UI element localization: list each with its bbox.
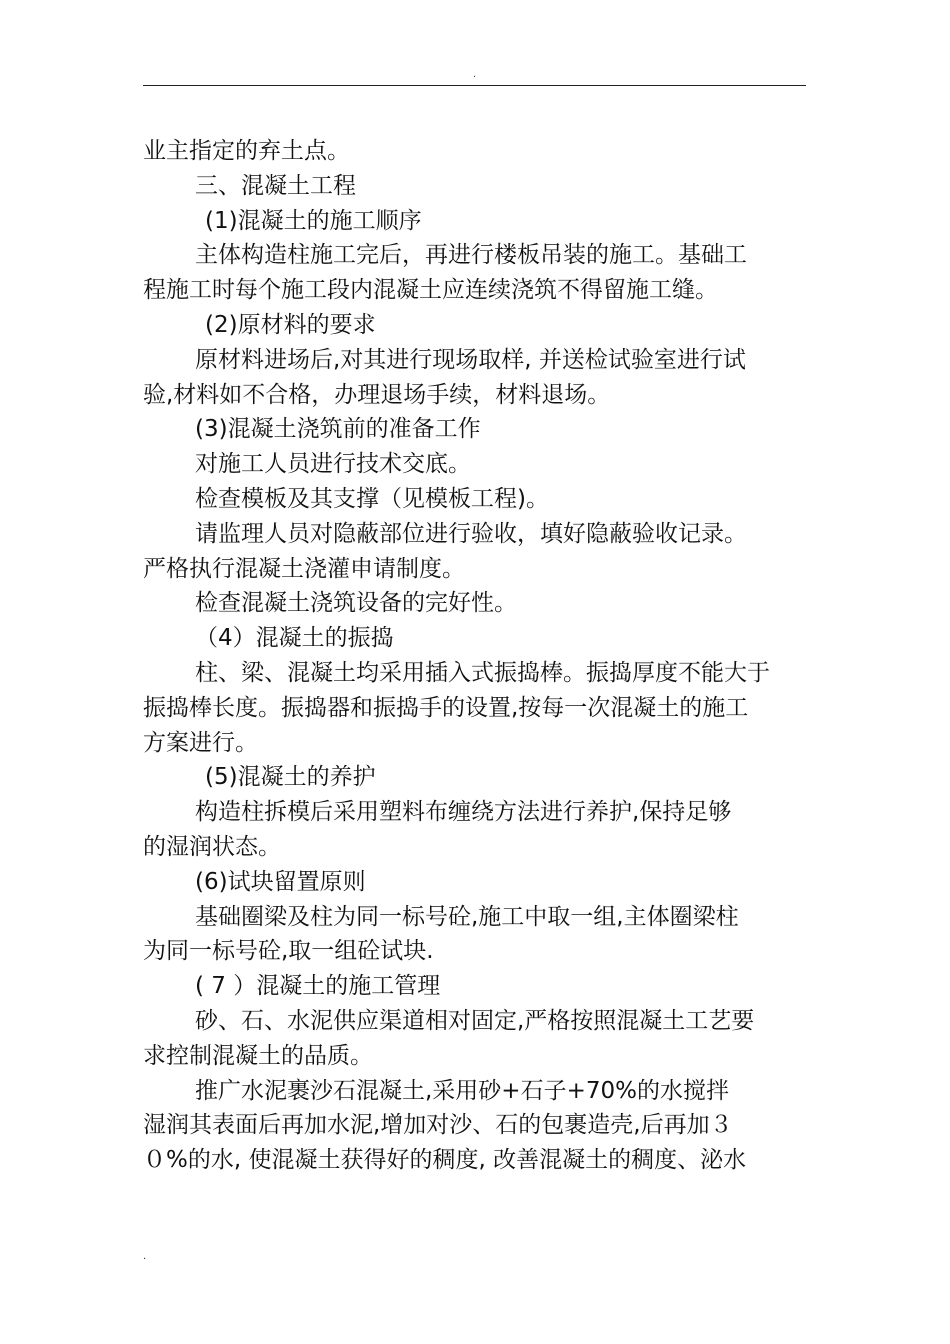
text-line: 请监理人员对隐蔽部位进行验收，填好隐蔽验收记录。 [195, 520, 747, 547]
text-line: 主体构造柱施工完后，再进行楼板吊装的施工。基础工 [195, 242, 747, 269]
subsection-heading: (3)混凝土浇筑前的准备工作 [195, 416, 481, 443]
subsection-heading: (1)混凝土的施工顺序 [205, 207, 422, 234]
text-line: 的湿润状态。 [143, 833, 281, 860]
subsection-heading: (6)试块留置原则 [195, 868, 366, 895]
text-line: ０%的水, 使混凝土获得好的稠度, 改善混凝土的稠度、泌水 [143, 1147, 747, 1174]
text-line: 业主指定的弃土点。 [143, 138, 350, 164]
text-line: 基础圈梁及柱为同一标号砼,施工中取一组,主体圈梁柱 [195, 903, 739, 930]
footer-mark: . [143, 1251, 147, 1262]
text-line: 求控制混凝土的品质。 [143, 1042, 373, 1069]
text-line: 对施工人员进行技术交底。 [195, 451, 471, 478]
text-line: 湿润其表面后再加水泥,增加对沙、石的包裹造壳,后再加３ [143, 1112, 733, 1139]
text-line: 振捣棒长度。振捣器和振捣手的设置,按每一次混凝土的施工 [143, 694, 749, 721]
text-line: 原材料进场后,对其进行现场取样, 并送检试验室进行试 [195, 346, 746, 373]
text-line: 为同一标号砼,取一组砼试块. [143, 938, 434, 965]
text-line: 检查混凝土浇筑设备的完好性。 [195, 590, 517, 617]
text-line: 严格执行混凝土浇灌申请制度。 [143, 555, 465, 582]
text-line: 构造柱拆模后采用塑料布缠绕方法进行养护,保持足够 [195, 799, 732, 826]
text-line: 推广水泥裹沙石混凝土,采用砂+石子+70%的水搅拌 [195, 1077, 729, 1104]
text-line: 柱、梁、混凝土均采用插入式振捣棒。振捣厚度不能大于 [195, 659, 770, 686]
text-line: 验,材料如不合格，办理退场手续，材料退场。 [143, 381, 611, 408]
text-line: 方案进行。 [143, 729, 258, 756]
text-line: 砂、石、水泥供应渠道相对固定,严格按照混凝土工艺要 [195, 1007, 755, 1034]
subsection-heading: (5)混凝土的养护 [205, 764, 376, 791]
header-rule [143, 85, 806, 86]
subsection-heading: ( 7 ）混凝土的施工管理 [195, 973, 441, 1000]
subsection-heading: (2)原材料的要求 [205, 311, 376, 338]
text-line: 程施工时每个施工段内混凝土应连续浇筑不得留施工缝。 [143, 277, 718, 304]
section-heading: 三、混凝土工程 [195, 172, 356, 199]
body-text [143, 134, 808, 1178]
subsection-heading: （4）混凝土的振捣 [195, 625, 394, 652]
header-mark: . [473, 69, 477, 80]
text-line: 检查模板及其支撑（见模板工程)。 [195, 485, 549, 512]
